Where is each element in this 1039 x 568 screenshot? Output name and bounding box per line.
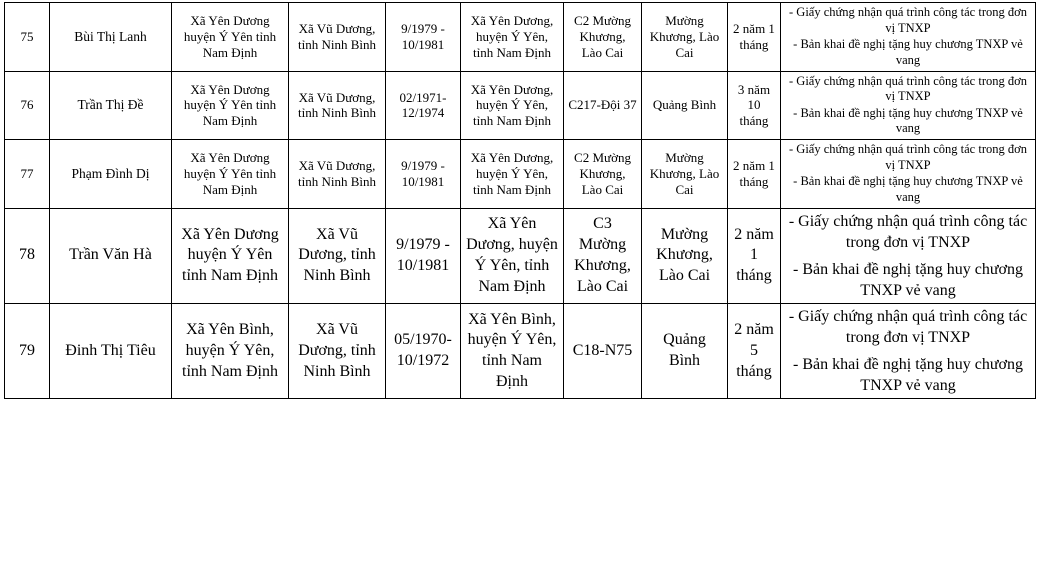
cell-place: Xã Yên Dương, huyện Ý Yên, tỉnh Nam Định [461, 3, 564, 72]
document-line: - Bản khai đề nghị tặng huy chương TNXP vẻ vang [793, 37, 1023, 67]
document-page [0, 2, 1039, 568]
cell-documents [781, 303, 1036, 398]
table-row [5, 140, 1036, 209]
document-line: - Bản khai đề nghị tặng huy chương TNXP vẻ vang [793, 260, 1023, 299]
cell-unit: C2 Mường Khương, Lào Cai [564, 3, 642, 72]
cell-unit: C18-N75 [564, 303, 642, 398]
cell-name: Trần Thị Đề [50, 71, 172, 140]
cell-stt: 76 [5, 71, 50, 140]
cell-documents [781, 208, 1036, 303]
cell-location: Quảng Bình [642, 71, 728, 140]
document-line: - Bản khai đề nghị tặng huy chương TNXP vẻ vang [793, 174, 1023, 204]
cell-residence: Xã Vũ Dương, tỉnh Ninh Bình [289, 71, 386, 140]
document-line: - Bản khai đề nghị tặng huy chương TNXP vẻ vang [793, 356, 1023, 395]
table-row [5, 71, 1036, 140]
cell-residence: Xã Vũ Dương, tỉnh Ninh Bình [289, 140, 386, 209]
cell-period: 9/1979 - 10/1981 [386, 208, 461, 303]
cell-place: Xã Yên Dương, huyện Ý Yên, tỉnh Nam Định [461, 71, 564, 140]
table-row [5, 3, 1036, 72]
cell-location: Mường Khương, Lào Cai [642, 3, 728, 72]
cell-name: Bùi Thị Lanh [50, 3, 172, 72]
cell-origin: Xã Yên Dương huyện Ý Yên tỉnh Nam Định [172, 3, 289, 72]
cell-stt: 77 [5, 140, 50, 209]
cell-name: Phạm Đình Dị [50, 140, 172, 209]
document-line: - Bản khai đề nghị tặng huy chương TNXP vẻ vang [793, 105, 1023, 136]
table-row [5, 303, 1036, 398]
cell-duration: 3 năm 10 tháng [728, 71, 781, 140]
cell-stt: 79 [5, 303, 50, 398]
cell-name: Đinh Thị Tiêu [50, 303, 172, 398]
cell-residence: Xã Vũ Dương, tỉnh Ninh Bình [289, 3, 386, 72]
cell-duration: 2 năm 1 tháng [728, 140, 781, 209]
cell-origin: Xã Yên Dương huyện Ý Yên tỉnh Nam Định [172, 208, 289, 303]
document-line: - Giấy chứng nhận quá trình công tác trong đơn vị TNXP [788, 307, 1028, 347]
cell-location: Mường Khương, Lào Cai [642, 208, 728, 303]
cell-duration: 2 năm 1 tháng [728, 3, 781, 72]
cell-origin: Xã Yên Bình, huyện Ý Yên, tỉnh Nam Định [172, 303, 289, 398]
cell-documents [781, 71, 1036, 140]
cell-documents [781, 3, 1036, 72]
cell-period: 9/1979 - 10/1981 [386, 3, 461, 72]
document-line: - Giấy chứng nhận quá trình công tác trong đơn vị TNXP [789, 73, 1027, 104]
cell-residence: Xã Vũ Dương, tỉnh Ninh Bình [289, 208, 386, 303]
table-body [5, 3, 1036, 399]
cell-stt: 75 [5, 3, 50, 72]
records-table [4, 2, 1036, 399]
cell-unit: C3 Mường Khương, Lào Cai [564, 208, 642, 303]
cell-place: Xã Yên Dương, huyện Ý Yên, tỉnh Nam Định [461, 140, 564, 209]
cell-duration: 2 năm 1 tháng [728, 208, 781, 303]
cell-residence: Xã Vũ Dương, tỉnh Ninh Bình [289, 303, 386, 398]
cell-unit: C217-Đội 37 [564, 71, 642, 140]
cell-duration: 2 năm 5 tháng [728, 303, 781, 398]
document-line: - Giấy chứng nhận quá trình công tác trong đơn vị TNXP [789, 5, 1027, 35]
cell-documents [781, 140, 1036, 209]
cell-place: Xã Yên Bình, huyện Ý Yên, tỉnh Nam Định [461, 303, 564, 398]
cell-period: 05/1970-10/1972 [386, 303, 461, 398]
cell-period: 02/1971-12/1974 [386, 71, 461, 140]
cell-unit: C2 Mường Khương, Lào Cai [564, 140, 642, 209]
document-line: - Giấy chứng nhận quá trình công tác trong đơn vị TNXP [789, 142, 1027, 172]
cell-origin: Xã Yên Dương huyện Ý Yên tỉnh Nam Định [172, 71, 289, 140]
cell-period: 9/1979 - 10/1981 [386, 140, 461, 209]
cell-location: Mường Khương, Lào Cai [642, 140, 728, 209]
cell-place: Xã Yên Dương, huyện Ý Yên, tỉnh Nam Định [461, 208, 564, 303]
cell-stt: 78 [5, 208, 50, 303]
document-line: - Giấy chứng nhận quá trình công tác trong đơn vị TNXP [788, 212, 1028, 251]
cell-origin: Xã Yên Dương huyện Ý Yên tỉnh Nam Định [172, 140, 289, 209]
table-row [5, 208, 1036, 303]
cell-name: Trần Văn Hà [50, 208, 172, 303]
cell-location: Quảng Bình [642, 303, 728, 398]
